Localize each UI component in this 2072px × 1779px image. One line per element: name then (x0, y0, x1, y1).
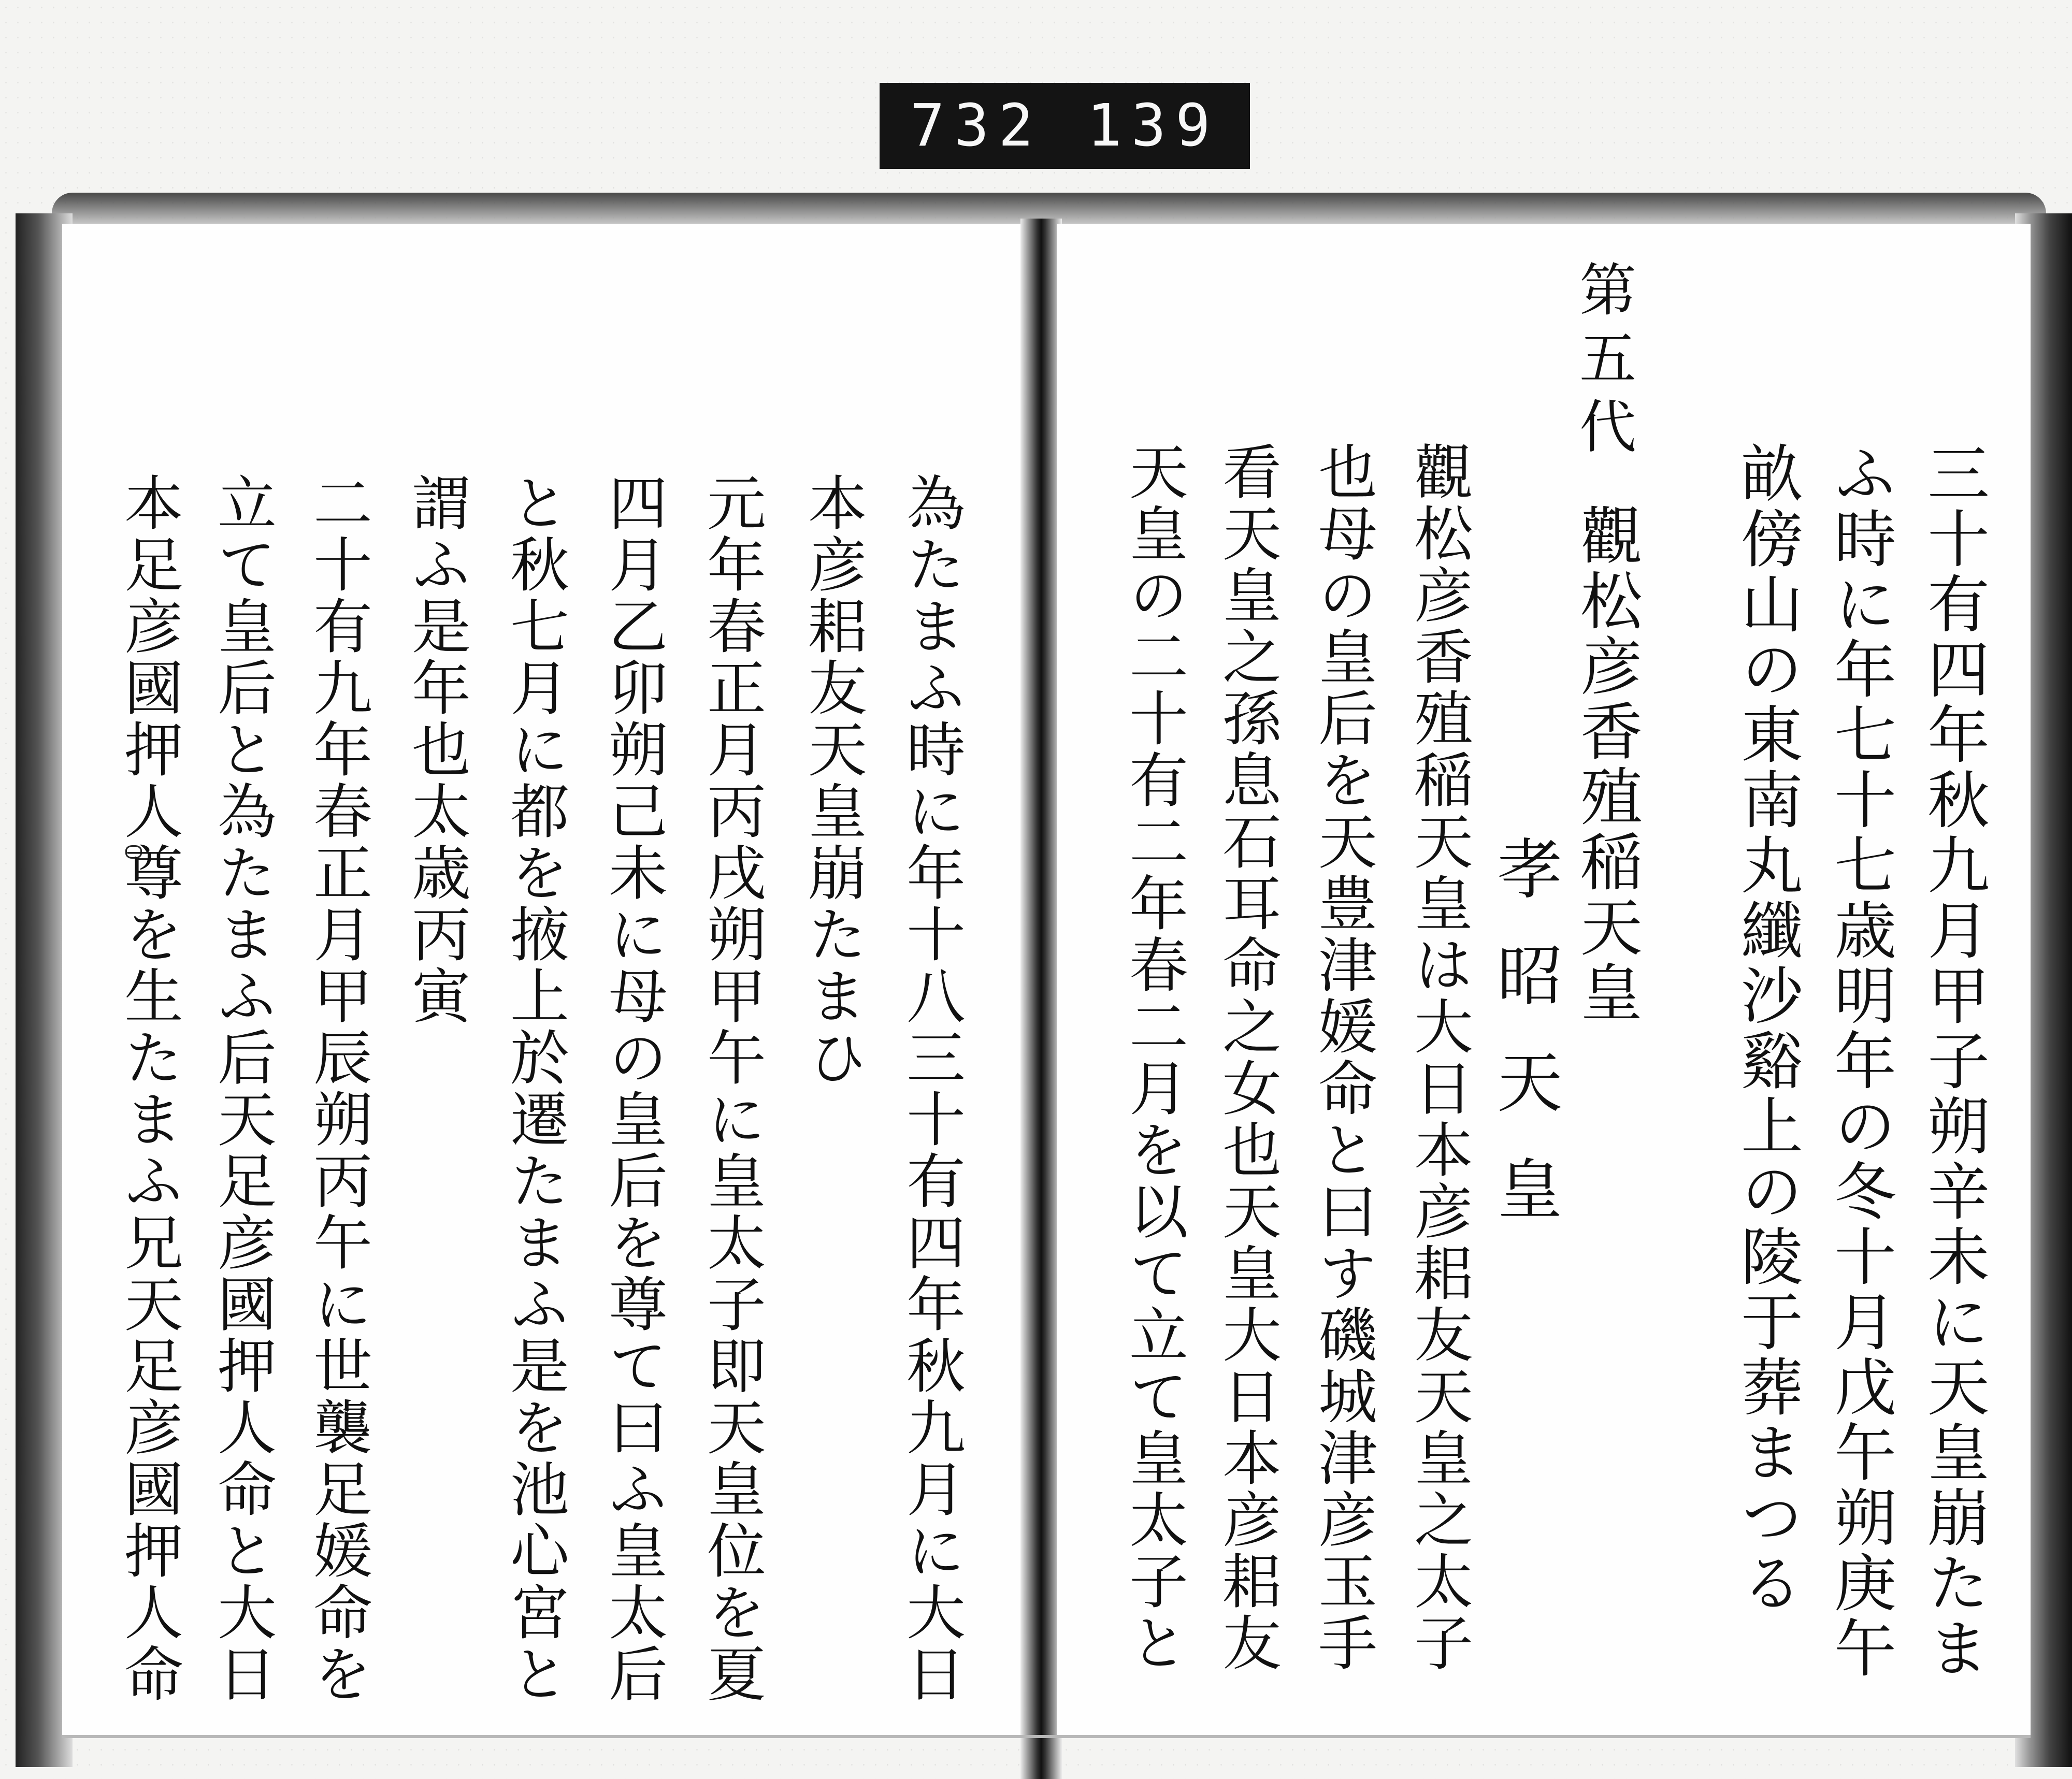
left-line-8: 立て皇后と為たまふ后天足彦國押人命と大日 (208, 472, 277, 1705)
left-line-3: 元年春正月丙戌朔甲午に皇太子即天皇位を夏 (697, 472, 766, 1705)
posthumous-name-heading: 孝昭天皇 (1487, 835, 1563, 1262)
right-line-2: ふ時に年七十七歳明年の冬十月戊午朔庚午 (1824, 441, 1896, 1681)
left-line-5: と秋七月に都を掖上於遷たまふ是を池心宮と (500, 472, 569, 1705)
left-line-7: 二十有九年春正月甲辰朔丙午に世襲足媛命を (304, 472, 372, 1705)
book-gutter (1020, 219, 1062, 1779)
right-body-line-1: 觀松彦香殖稲天皇は大日本彦耜友天皇之太子 (1404, 441, 1473, 1674)
open-book (16, 193, 2072, 1779)
right-line-1: 三十有四年秋九月甲子朔辛未に天皇崩たま (1917, 441, 1989, 1681)
left-line-1: 為たまふ時に年十八三十有四年秋九月に大日 (897, 472, 966, 1705)
left-page (62, 224, 1036, 1736)
right-body-line-3: 看天皇之孫息石耳命之女也天皇大日本彦耜友 (1213, 441, 1282, 1674)
right-body-line-4: 天皇の二十有二年春二月を以て立て皇太子と (1119, 441, 1188, 1674)
right-line-3: 畝傍山の東南丸纖沙谿上の陵于葬まつる (1731, 441, 1803, 1616)
left-line-4: 四月乙卯朔己未に母の皇后を尊て曰ふ皇太后 (599, 472, 668, 1705)
left-line-6: 謂ふ是年也太歳丙寅 (402, 472, 471, 1027)
left-line-2: 本彦耜友天皇崩たまひ (798, 472, 867, 1089)
emperor-name-heading: 觀松彦香殖稲天皇 (1570, 503, 1642, 1025)
archive-number-label: 732 139 (880, 83, 1250, 169)
bottom-page-fold (62, 1735, 2031, 1738)
chapter-label: 第五代 (1570, 260, 1636, 465)
right-body-line-2: 也母の皇后を天豊津媛命と曰す磯城津彦玉手 (1308, 441, 1377, 1674)
left-line-9: 本足彦國押人尊を生たまふ兄天足彦國押人命 (114, 472, 183, 1705)
right-page (1057, 224, 2031, 1736)
